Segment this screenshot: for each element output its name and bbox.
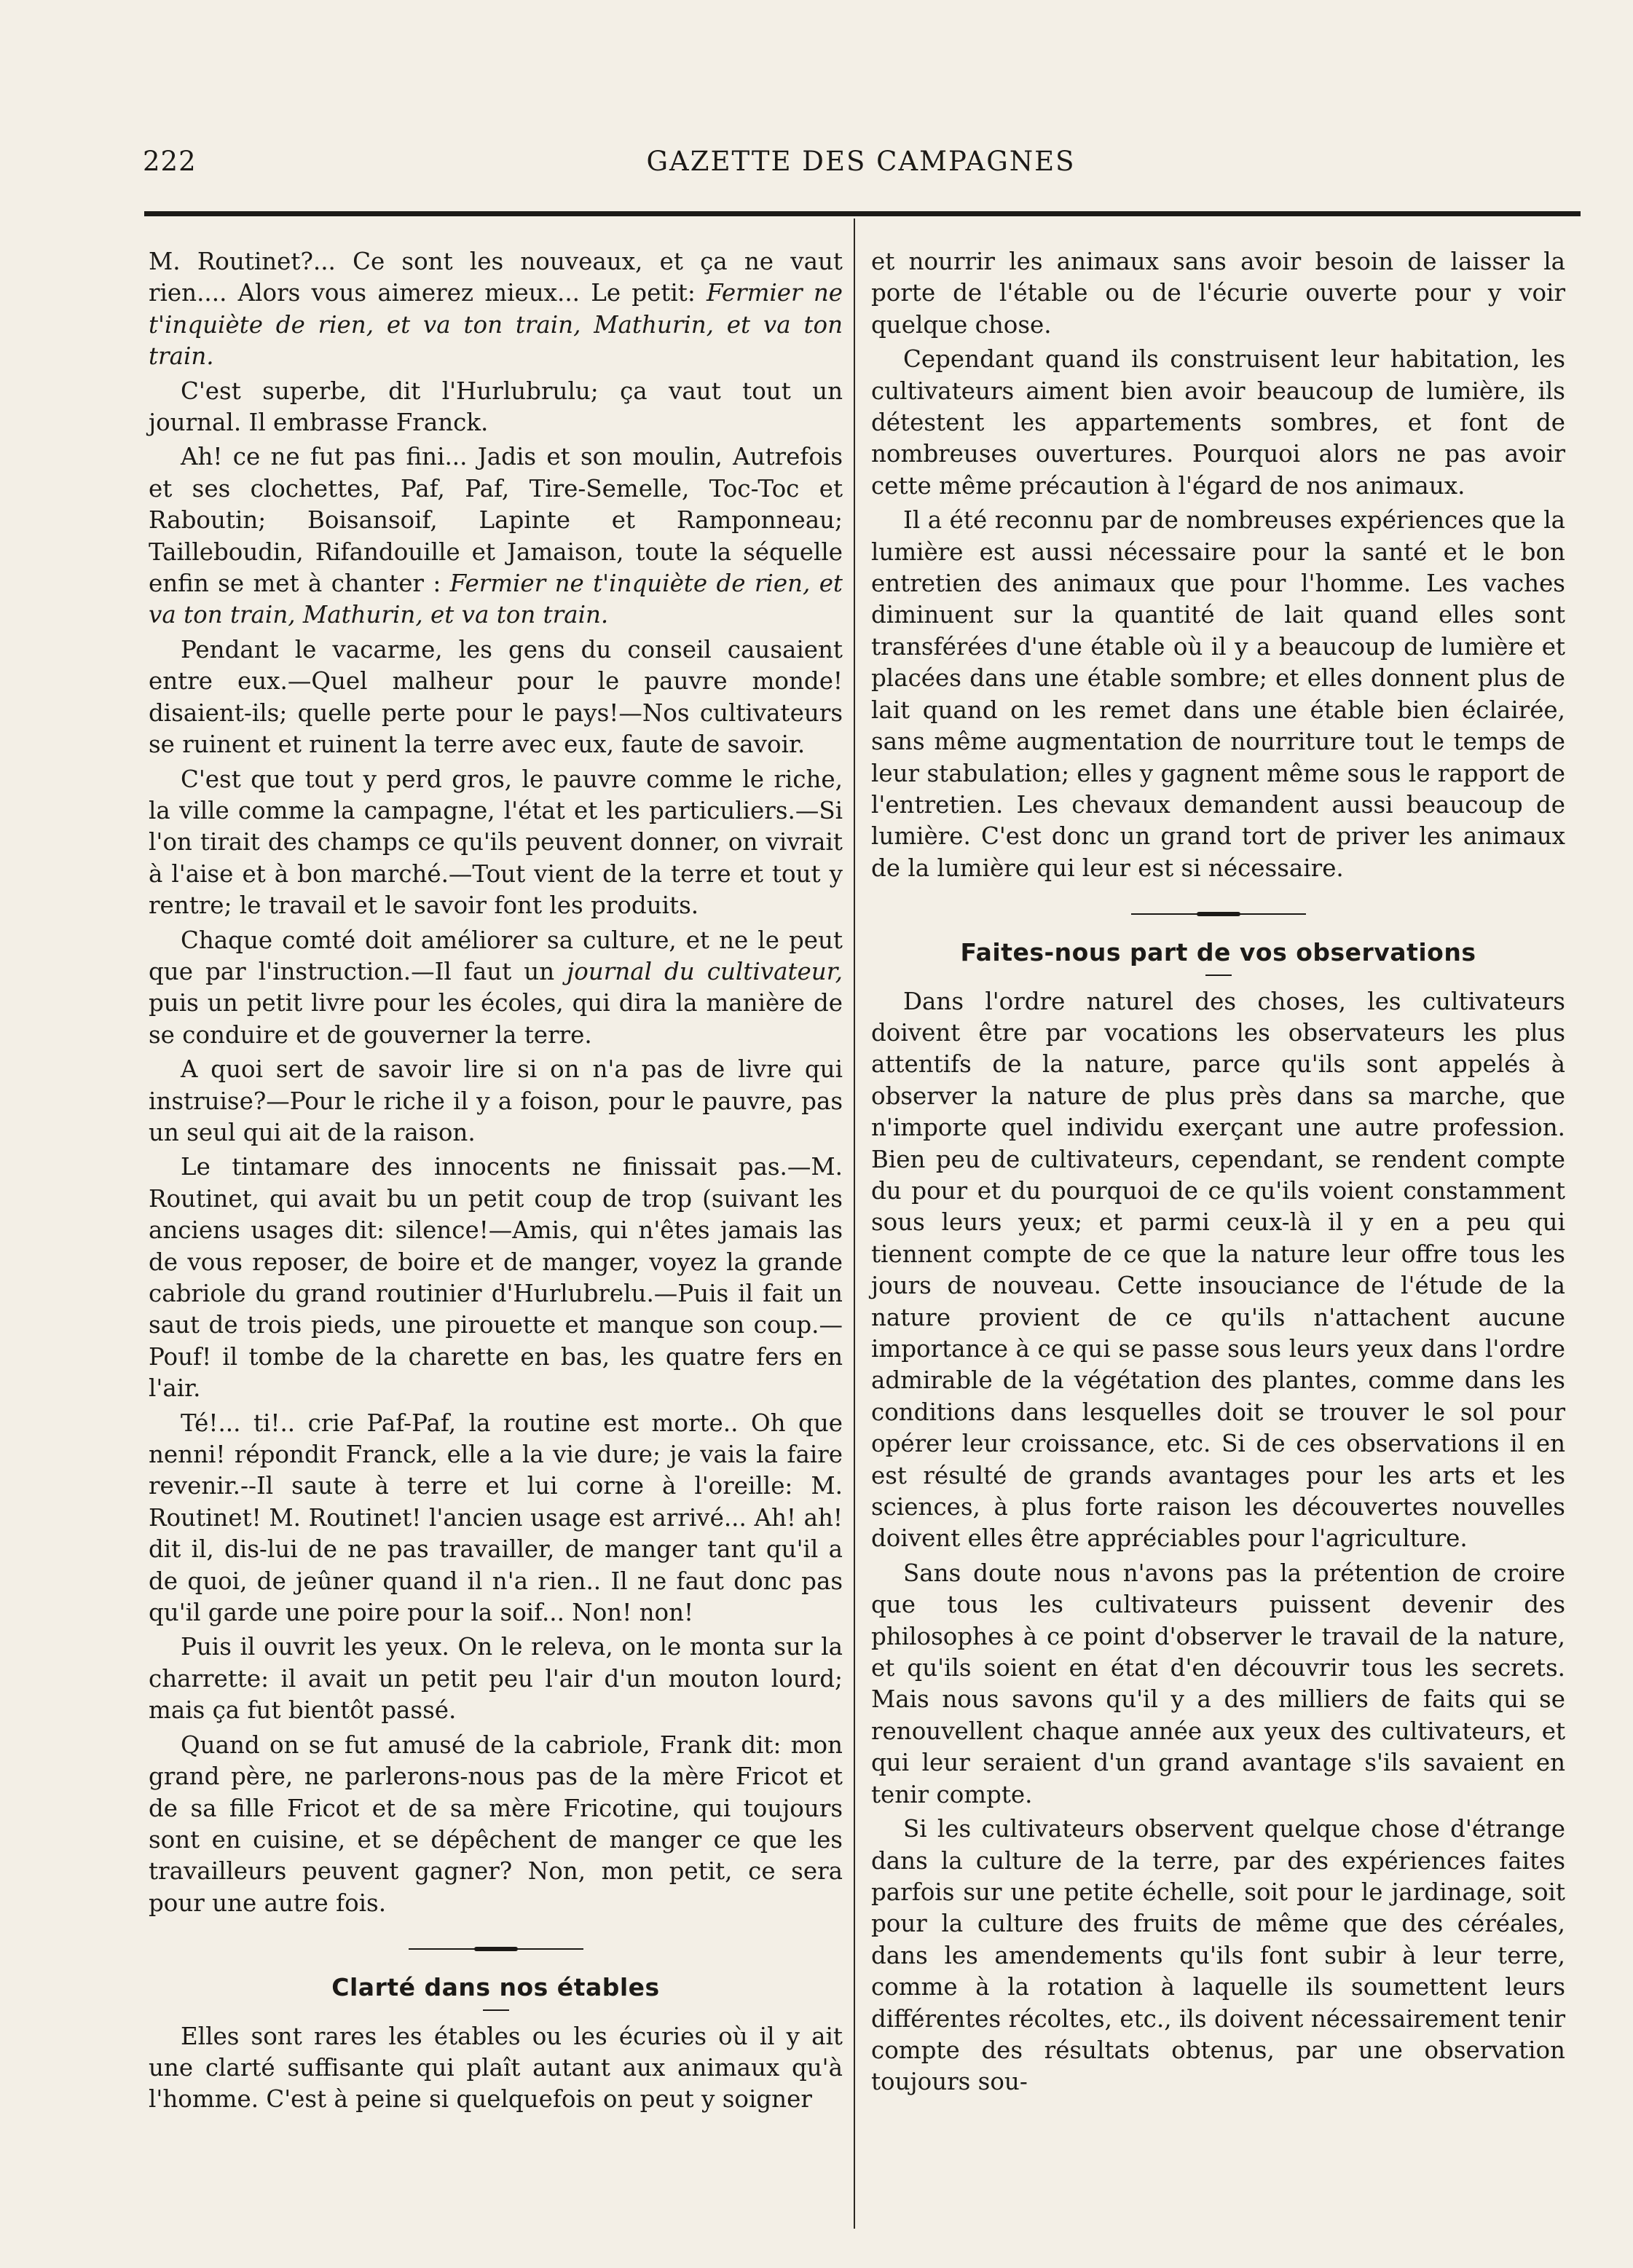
paragraph: A quoi sert de savoir lire si on n'a pas de livre qui instruise?—Pour le riche il y a foison, pour le pauvre, pas un seul qui ait de la raison. [149, 1055, 843, 1146]
paragraph: Sans doute nous n'avons pas la prétention de croire que tous les cultivateurs puissent devenir des philosophes à ce point d'observer le travail de la nature, et qu'ils soient en état d'en découvrir tous les secrets. Mais nous savons qu'il y a des milliers de faits qui se renouvellent chaque année aux yeux des cultivateurs, et qui leur seraient d'un grand avantage s'ils savaient en tenir compte. [871, 1559, 1565, 1808]
italic-refrain: Fermier ne t'inquiète de rien, et va ton train, Mathurin, et va ton train. [149, 570, 843, 629]
title-dash [1205, 974, 1232, 976]
paragraph: M. Routinet?... Ce sont les nouveaux, et ça ne vaut rien.... Alors vous aimerez mieux... Le petit: Fermier ne t'inquiète de rien, et va ton train, Mathurin, et va ton train. [149, 248, 843, 371]
paragraph: et nourrir les animaux sans avoir besoin de laisser la porte de l'étable ou de l'écurie ouverte pour y voir quelque chose. [871, 248, 1565, 339]
page-header [143, 146, 1579, 189]
left-column [149, 246, 843, 2119]
section-separator [409, 1945, 583, 1953]
paragraph: Le tintamare des innocents ne finissait pas.—M. Routinet, qui avait bu un petit coup de trop (suivant les anciens usages dit: silence!—Amis, qui n'êtes jamais las de vous reposer, de boire et de manger, voyez la grande cabriole du grand routinier d'Hurlubrelu.—Puis il fait un saut de trois pieds, une pirouette et manque son coup.—Pouf! il tombe de la charette en bas, les quatre fers en l'air. [149, 1153, 843, 1403]
paragraph: Elles sont rares les étables ou les écuries où il y ait une clarté suffisante qui plaît autant aux animaux qu'à l'homme. C'est à peine si quelquefois on peut y soigner [149, 2022, 843, 2114]
paragraph: Si les cultivateurs observent quelque chose d'étrange dans la culture de la terre, par des expériences faites parfois sur une petite échelle, soit pour le jardinage, soit pour la culture des fruits de même que des céréales, dans les amendements qu'ils font subir à leur terre, comme à la rotation à laquelle ils soumettent leurs différentes récoltes, etc., ils doivent nécessairement tenir compte des résultats obtenus, par une observation toujours sou- [871, 1815, 1565, 2096]
paragraph: C'est que tout y perd gros, le pauvre comme le riche, la ville comme la campagne, l'état et les particuliers.—Si l'on tirait des champs ce qu'ils peuvent donner, on vivrait à l'aise et à bon marché.—Tout vient de la terre et tout y rentre; le travail et le savoir font les produits. [149, 765, 843, 920]
paragraph: Cependant quand ils construisent leur habitation, les cultivateurs aiment bien avoir beaucoup de lumière, ils détestent les appartements sombres, et font de nombreuses ouvertures. Pourquoi alors ne pas avoir cette même précaution à l'égard de nos animaux. [871, 345, 1565, 500]
section-separator [1131, 910, 1306, 918]
italic-journal: journal du cultivateur, [567, 957, 843, 985]
section-title: Faites-nous part de vos observations [960, 938, 1476, 967]
paragraph: Quand on se fut amusé de la cabriole, Frank dit: mon grand père, ne parlerons-nous pas de la mère Fricot et de sa fille Fricot et de sa mère Fricotine, qui toujours sont en cuisine, et se dépêchent de manger ce que les travailleurs peuvent gagner? Non, mon petit, ce sera pour une autre fois. [149, 1730, 843, 1917]
italic-refrain: Fermier ne t'inquiète de rien, et va ton train, Mathurin, et va ton train. [149, 279, 843, 371]
paragraph: Il a été reconnu par de nombreuses expériences que la lumière est aussi nécessaire pour la santé et le bon entretien des animaux que pour l'homme. Les vaches diminuent sur la quantité de lait quand elles sont transférées d'une étable où il y a beaucoup de lumière et placées dans une étable sombre; et elles donnent plus de lait quand on les remet dans une étable bien éclairée, sans même augmentation de nourriture tout le temps de leur stabulation; elles y gagnent même sous le rapport de l'entretien. Les chevaux demandent aussi beaucoup de lumière. C'est donc un grand tort de priver les animaux de la lumière qui leur est si nécessaire. [871, 506, 1565, 882]
page-number: 222 [143, 146, 197, 177]
paragraph: Dans l'ordre naturel des choses, les cultivateurs doivent être par vocations les observateurs les plus attentifs de la nature, parce qu'ils sont appelés à observer la nature de plus près dans sa marche, que n'importe quel individu exerçant une autre profession. Bien peu de cultivateurs, cependant, se rendent compte du pour et du pourquoi de ce qu'ils voient constamment sous leurs yeux; et parmi ceux-là il y en a peu qui tiennent compte de ce que la nature leur offre tous les jours de nouveau. Cette insouciance de l'étude de la nature provient de ce qu'ils n'attachent aucune importance à ce qui se passe sous leurs yeux dans l'ordre admirable de la végétation des plantes, comme dans les conditions dans lesquelles doit se trouver le sol pour opérer leur croissance, etc. Si de ces observations il en est résulté de grands avantages pour les arts et les sciences, à plus forte raison les découvertes nouvelles doivent elles être appréciables pour l'agriculture. [871, 987, 1565, 1553]
paragraph: Puis il ouvrit les yeux. On le releva, on le monta sur la charrette: il avait un petit peu l'air d'un mouton lourd; mais ça fut bientôt passé. [149, 1633, 843, 1725]
title-dash [483, 2009, 509, 2011]
column-divider [854, 218, 855, 2229]
header-rule [144, 211, 1581, 216]
paragraph: C'est superbe, dit l'Hurlubrulu; ça vaut tout un journal. Il embrasse Franck. [149, 377, 843, 437]
paragraph: Té!... ti!.. crie Paf-Paf, la routine est morte.. Oh que nenni! répondit Franck, elle a la vie dure; je vais la faire revenir.--Il saute à terre et lui corne à l'oreille: M. Routinet! M. Routinet! l'ancien usage est arrivé... Ah! ah! dit il, dis-lui de ne pas travailler, de manger tant qu'il a de quoi, de jeûner quand il n'a rien.. Il ne faut donc pas qu'il garde une poire pour la soif... Non! non! [149, 1409, 843, 1627]
running-title: GAZETTE DES CAMPAGNES [646, 146, 1076, 177]
section-title: Clarté dans nos étables [331, 1973, 660, 2002]
paragraph: Ah! ce ne fut pas fini... Jadis et son moulin, Autrefois et ses clochettes, Paf, Paf, Tire-Semelle, Toc-Toc et Raboutin; Boisansoif, Lapinte et Ramponneau; Tailleboudin, Rifandouille et Jamaison, toute la séquelle enfin se met à chanter : Fermier ne t'inquiète de rien, et va ton train, Mathurin, et va ton train. [149, 443, 843, 629]
right-column [871, 246, 1565, 2101]
paragraph: Chaque comté doit améliorer sa culture, et ne le peut que par l'instruction.—Il faut un journal du cultivateur, puis un petit livre pour les écoles, qui dira la manière de se conduire et de gouverner la terre. [149, 926, 843, 1049]
paragraph: Pendant le vacarme, les gens du conseil causaient entre eux.—Quel malheur pour le pauvre monde! disaient-ils; quelle perte pour le pays!—Nos cultivateurs se ruinent et ruinent la terre avec eux, faute de savoir. [149, 635, 843, 759]
